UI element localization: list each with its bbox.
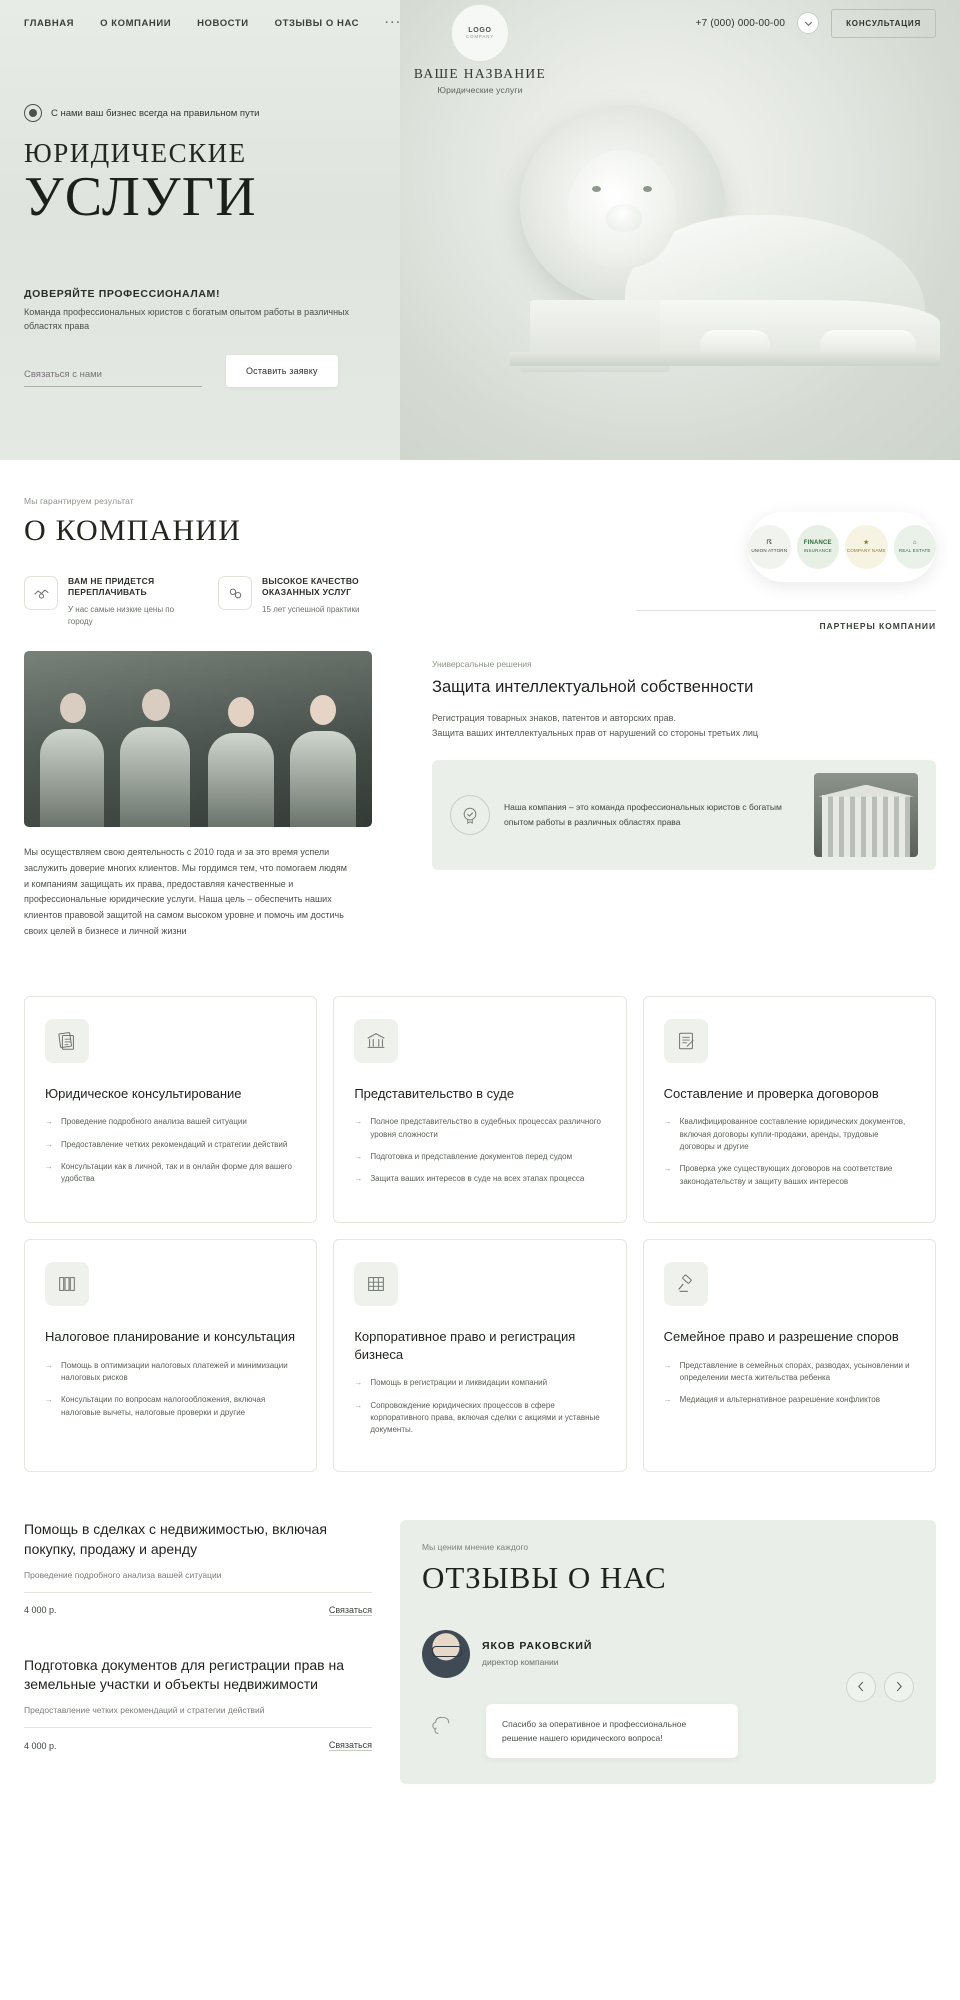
contact-link[interactable]: Связаться — [328, 1604, 372, 1615]
reviews-eyebrow: Мы ценим мнение каждого — [422, 1541, 529, 1552]
service-item: → Квалифицированное составление юридических документов, включая договоры купли-продажи, аренды, трудовые договоры и другие — [664, 1116, 915, 1153]
universal-solutions-block — [432, 659, 936, 870]
arrow-icon: → — [354, 1400, 363, 1410]
price-row — [24, 1593, 372, 1616]
feature-desc: У нас самые низкие цены по городу — [68, 604, 175, 626]
arrow-icon: → — [663, 1395, 672, 1405]
service-item: → Подготовка и представление документов перед судом — [354, 1151, 605, 1163]
company-name-badge[interactable]: ★ COMPANY NAME — [845, 525, 888, 569]
arrow-icon: → — [354, 1117, 363, 1127]
bottom-section — [0, 1472, 960, 1784]
logo-main-text: LOGO — [468, 27, 492, 34]
review-author — [422, 1630, 914, 1678]
target-icon — [24, 104, 42, 122]
feature-title: ВЫСОКОЕ КАЧЕСТВО ОКАЗАННЫХ УСЛУГ — [262, 576, 359, 598]
partner-badges — [748, 512, 936, 582]
review-author-role: директор компании — [482, 1657, 559, 1668]
hero-contact-form — [24, 355, 520, 387]
services-section — [0, 940, 960, 1472]
service-card[interactable] — [24, 1239, 317, 1472]
nav-item-reviews[interactable]: ОТЗЫВЫ О НАС — [274, 17, 360, 29]
feature-item — [218, 576, 394, 627]
hero-subtitle: ДОВЕРЯЙТЕ ПРОФЕССИОНАЛАМ! — [24, 288, 221, 301]
logo-sub-text: COMPANY — [465, 34, 495, 39]
hero-kicker-text: С нами ваш бизнес всегда на правильном пути — [51, 107, 260, 119]
service-item: → Предоставление четких рекомендаций и стратегии действий — [45, 1139, 296, 1151]
service-title: Составление и проверка договоров — [663, 1085, 879, 1101]
service-item: → Проверка уже существующих договоров на соответствие законодательству и защиту ваших интересов — [664, 1163, 915, 1188]
quality-icon — [218, 576, 252, 610]
arrow-icon: → — [45, 1395, 53, 1405]
nav-item-news[interactable]: НОВОСТИ — [197, 17, 249, 29]
feature-desc: 15 лет успешной практики — [262, 604, 360, 614]
service-title: Корпоративное право и регистрация бизнеса — [354, 1329, 576, 1362]
service-item: → Медиация и альтернативное разрешение конфликтов — [664, 1394, 915, 1406]
about-left-column — [24, 496, 404, 940]
handshake-icon — [24, 576, 58, 610]
avatar — [422, 1630, 470, 1678]
contact-link[interactable]: Связаться — [328, 1740, 372, 1751]
quote-icon — [430, 1714, 456, 1738]
header-actions — [696, 9, 936, 38]
service-item: → Сопровождение юридических процессов в сфере корпоративного права, включая сделки с акциями и уставные документы. — [354, 1400, 605, 1437]
universal-highlight-card — [432, 760, 936, 870]
seal-check-icon — [450, 795, 490, 835]
hero-description: Команда профессиональных юристов с богатым опытом работы в различных областях права — [24, 307, 350, 331]
service-card[interactable] — [333, 996, 626, 1224]
service-title: Семейное право и разрешение споров — [663, 1329, 899, 1345]
carousel-next-button[interactable] — [884, 1672, 914, 1702]
building-icon — [354, 1262, 398, 1306]
feature-item — [24, 576, 200, 627]
partners-label: ПАРТНЕРЫ КОМПАНИИ — [819, 621, 936, 631]
about-paragraph: Мы осуществляем свою деятельность с 2010 года и за это время успели заслужить доверие многих клиентов. Мы гордимся тем, что помогаем людям и компаниям защищать их права, предоставляя качественные и профессиональные юридические услуги. Наша цель – обеспечить наших клиентов правовой защитой на самом высоком уровне и помочь им достичь своих целей в бизнесе и личной жизни — [24, 847, 347, 936]
brand-tagline: Юридические услуги — [437, 85, 523, 95]
nav-item-about[interactable]: О КОМПАНИИ — [100, 17, 172, 29]
universal-description — [432, 711, 936, 742]
price-value: 4 000 р. — [24, 1605, 57, 1616]
about-features — [24, 576, 404, 627]
contract-icon — [664, 1019, 708, 1063]
about-eyebrow: Мы гарантируем результат — [24, 496, 134, 506]
arrow-icon: → — [354, 1378, 363, 1388]
real-estate-badge[interactable]: ⌂ REAL ESTATE — [894, 525, 937, 569]
about-section — [0, 460, 960, 940]
spacer — [24, 1630, 372, 1656]
team-photo — [24, 651, 372, 827]
logo-icon — [451, 4, 509, 62]
main-nav — [24, 17, 402, 29]
hero-submit-button[interactable]: Оставить заявку — [226, 355, 338, 387]
universal-desc-line2: Защита ваших интеллектуальных прав от нарушений со стороны третьих лиц — [432, 728, 759, 739]
price-list — [24, 1520, 372, 1784]
reviews-title: ОТЗЫВЫ О НАС — [422, 1559, 667, 1595]
consultation-button[interactable]: КОНСУЛЬТАЦИЯ — [831, 9, 936, 38]
hero-content — [0, 46, 520, 387]
arrow-icon: → — [354, 1151, 363, 1161]
lawyer-union-badge[interactable]: ☈ UNION ATTORN — [748, 525, 791, 569]
finance-badge[interactable]: FINANCE INSURANCE — [797, 525, 840, 569]
arrow-icon: → — [663, 1164, 672, 1174]
service-title: Представительство в суде — [354, 1085, 515, 1101]
service-item: → Помощь в регистрации и ликвидации компаний — [354, 1377, 605, 1389]
service-items — [664, 1360, 915, 1407]
price-subtitle: Проведение подробного анализа вашей ситуации — [24, 1569, 222, 1580]
nav-more-button[interactable]: ··· — [385, 17, 403, 29]
arrow-icon: → — [45, 1117, 53, 1127]
service-items — [664, 1116, 915, 1188]
reviews-carousel-nav — [846, 1672, 914, 1702]
courthouse-photo — [814, 773, 918, 857]
documents-icon — [45, 1019, 89, 1063]
reviews-section — [400, 1520, 936, 1784]
service-card[interactable] — [643, 1239, 936, 1472]
service-card[interactable] — [24, 996, 317, 1224]
hero-kicker — [24, 104, 520, 122]
universal-eyebrow: Универсальные решения — [432, 659, 532, 669]
services-grid — [24, 996, 936, 1472]
price-item — [24, 1656, 372, 1766]
price-title: Подготовка документов для регистрации прав на земельные участки и объекты недвижимости — [24, 1656, 345, 1693]
service-items — [45, 1360, 296, 1420]
nav-item-home[interactable]: ГЛАВНАЯ — [24, 17, 75, 29]
arrow-icon: → — [45, 1360, 53, 1370]
brand-block[interactable] — [365, 0, 595, 95]
arrow-icon: → — [663, 1117, 672, 1127]
service-item: → Защита ваших интересов в суде на всех этапах процесса — [354, 1173, 605, 1185]
service-item: → Представление в семейных спорах, разводах, усыновлении и определении места жительства ребенка — [664, 1360, 915, 1385]
arrow-icon: → — [663, 1360, 672, 1370]
hero-contact-input[interactable] — [24, 363, 202, 387]
service-item: → Помощь в оптимизации налоговых платежей и минимизации налоговых рисков — [45, 1360, 296, 1385]
about-title: О КОМПАНИИ — [24, 514, 242, 547]
service-title: Юридическое консультирование — [45, 1085, 242, 1101]
header-phone[interactable]: +7 (000) 000-00-00 — [695, 17, 786, 29]
chevron-down-icon[interactable] — [797, 12, 819, 34]
hero-subtitle-block — [24, 288, 520, 333]
hero-title-line2: УСЛУГИ — [24, 166, 257, 228]
about-right-column — [432, 496, 936, 940]
service-title: Налоговое планирование и консультация — [45, 1329, 296, 1345]
arrow-icon: → — [45, 1139, 53, 1149]
review-author-name: ЯКОВ РАКОВСКИЙ — [482, 1640, 593, 1653]
price-item — [24, 1520, 372, 1630]
universal-desc-line1: Регистрация товарных знаков, патентов и авторских прав. — [432, 713, 676, 723]
price-subtitle: Предоставление четких рекомендаций и стратегии действий — [24, 1705, 265, 1716]
service-item: → Консультации как в личной, так и в онлайн форме для вашего удобства — [45, 1161, 296, 1186]
universal-title: Защита интеллектуальной собственности — [432, 678, 754, 696]
service-item: → Полное представительство в судебных процессах различного уровня сложности — [354, 1116, 605, 1141]
brand-name: ВАШЕ НАЗВАНИЕ — [413, 66, 547, 81]
review-quote: Спасибо за оперативное и профессиональное решение нашего юридического вопроса! — [486, 1704, 738, 1758]
service-items — [354, 1377, 605, 1437]
service-items — [45, 1116, 296, 1186]
gavel-icon — [664, 1262, 708, 1306]
service-item: → Консультации по вопросам налогообложения, включая налоговые вычеты, налоговые проверки и другие — [45, 1394, 296, 1419]
top-navigation-bar — [0, 0, 960, 95]
archive-icon — [45, 1262, 89, 1306]
price-title: Помощь в сделках с недвижимостью, включая покупку, продажу и аренду — [24, 1520, 327, 1557]
service-card[interactable] — [333, 1239, 626, 1472]
partners-label-row — [636, 610, 936, 631]
universal-card-text: Наша компания – это команда профессиональных юристов с богатым опытом работы в различных областях права — [504, 802, 782, 827]
hero-section — [0, 0, 960, 460]
carousel-prev-button[interactable] — [846, 1672, 876, 1702]
service-item: → Проведение подробного анализа вашей ситуации — [45, 1116, 296, 1128]
price-row — [24, 1728, 372, 1751]
arrow-icon: → — [45, 1161, 53, 1171]
hero-title-line1: ЮРИДИЧЕСКИЕ — [24, 138, 247, 168]
courthouse-icon — [354, 1019, 398, 1063]
price-value: 4 000 р. — [24, 1740, 57, 1751]
arrow-icon: → — [354, 1174, 363, 1184]
feature-title: ВАМ НЕ ПРИДЕТСЯ ПЕРЕПЛАЧИВАТЬ — [68, 576, 155, 598]
service-items — [354, 1116, 605, 1186]
service-card[interactable] — [643, 996, 936, 1224]
